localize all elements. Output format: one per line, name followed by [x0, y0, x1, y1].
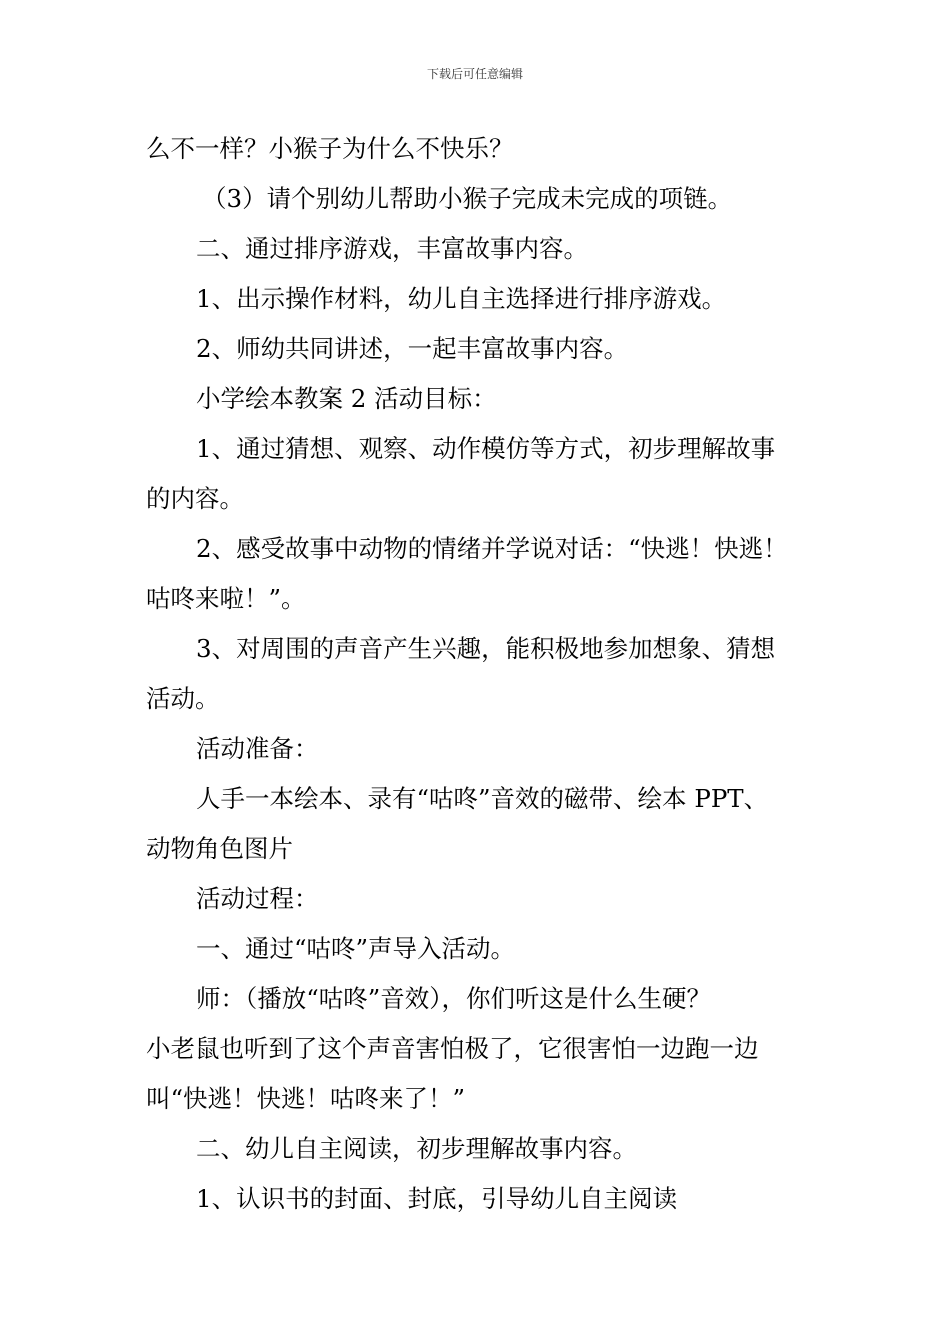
document-body — [146, 124, 836, 1224]
body-line: 1、通过猜想、观察、动作模仿等方式，初步理解故事 — [196, 434, 776, 463]
body-line: 咕咚来啦！”。 — [146, 584, 306, 613]
body-line: 活动。 — [146, 684, 220, 713]
section-heading: 二、幼儿自主阅读，初步理解故事内容。 — [196, 1134, 637, 1163]
body-line: 师：（播放“咕咚”音效），你们听这是什么生硬？ — [196, 984, 712, 1013]
section-heading: 小学绘本教案 2 活动目标： — [196, 384, 497, 413]
body-line: 叫“快逃！快逃！咕咚来了！” — [146, 1084, 466, 1113]
body-line: 2、感受故事中动物的情绪并学说对话：“快逃！快逃！ — [196, 534, 788, 563]
section-heading: 一、通过“咕咚”声导入活动。 — [196, 934, 516, 963]
body-line: 人手一本绘本、录有“咕咚”音效的磁带、绘本 PPT、 — [196, 784, 769, 813]
page-header: 下载后可任意编辑 — [426, 67, 523, 81]
body-line: 小老鼠也听到了这个声音害怕极了，它很害怕一边跑一边 — [146, 1034, 759, 1063]
body-line: 1、认识书的封面、封底，引导幼儿自主阅读 — [196, 1184, 678, 1213]
body-line: 么不一样？小猴子为什么不快乐？ — [146, 134, 514, 163]
body-line: 2、师幼共同讲述，一起丰富故事内容。 — [196, 334, 629, 363]
body-line: 的内容。 — [146, 484, 244, 513]
body-line: 动物角色图片 — [146, 834, 293, 863]
section-heading: 活动过程： — [196, 884, 319, 913]
section-heading: 活动准备： — [196, 734, 319, 763]
section-heading: 二、通过排序游戏，丰富故事内容。 — [196, 234, 588, 263]
body-line: 3、对周围的声音产生兴趣，能积极地参加想象、猜想 — [196, 634, 776, 663]
body-line: （3）请个别幼儿帮助小猴子完成未完成的项链。 — [202, 184, 733, 213]
body-line: 1、出示操作材料，幼儿自主选择进行排序游戏。 — [196, 284, 727, 313]
